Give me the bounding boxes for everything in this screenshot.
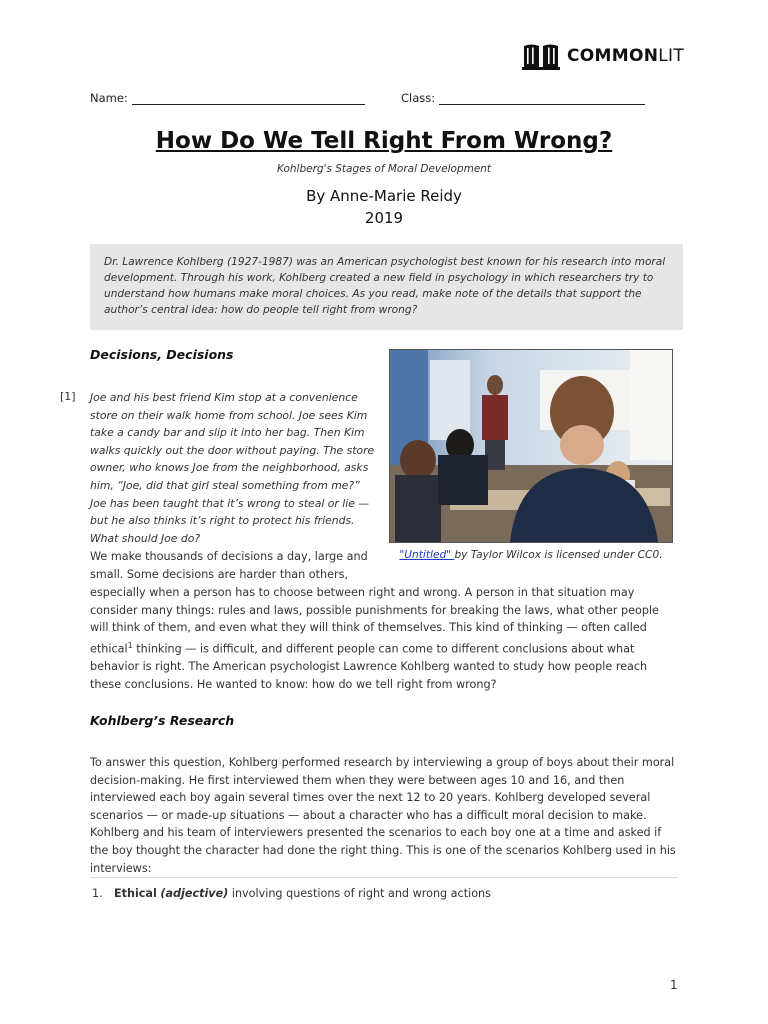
scenario-paragraph: Joe and his best friend Kim stop at a convenience store on their walk home from school. Joe sees Kim take a candy bar and slip it into her bag. Then Kim walks quickly out the door without paying. The store owner, who knows Joe from the neighborhood, asks him, “Joe, did that girl steal something from me?” Joe has been taught that it’s wrong to steal or lie — but he also thinks it’s right to protect his friends. What should Joe do? <box>90 391 375 545</box>
section-heading-decisions: Decisions, Decisions <box>90 347 234 362</box>
author-line: By Anne-Marie Reidy <box>306 187 462 205</box>
name-label: Name: <box>90 91 128 105</box>
footnote-marker[interactable]: 1 <box>127 640 133 650</box>
name-line[interactable] <box>132 92 365 105</box>
section-heading-research: Kohlberg’s Research <box>90 713 235 728</box>
body-paragraph-1b: especially when a person has to choose between right and wrong. A person in that situation may consider many things: rules and laws, possible punishments for breaking the laws, what other people will think of them, and even what they will think of themselves. This kind of thinking — often called ethical$^1$ thinking — is difficult, and different people can come to different conclusions about what behavior is right. The American psychologist Lawrence Kohlberg wanted to study how people reach these conclusions. He wanted to know: how do we tell right from wrong? <box>90 586 659 691</box>
classroom-photo <box>389 349 673 543</box>
page-number: 1 <box>670 978 678 992</box>
footnote: 1. Ethical (adjective) involving questions of right and wrong actions <box>92 887 491 900</box>
name-field[interactable] <box>90 91 365 105</box>
class-line[interactable] <box>439 92 645 105</box>
photo-source-link[interactable]: "Untitled" <box>399 549 455 561</box>
intro-box: Dr. Lawrence Kohlberg (1927-1987) was an American psychologist best known for his research into moral development. Through his work, Kohlberg created a new field in psychology in which researchers try to understand how humans make moral choices. As you read, make note of the details that support the author’s central idea: how do people tell right from wrong? <box>90 244 683 330</box>
open-book-icon <box>522 42 560 70</box>
footnote-divider <box>90 877 678 878</box>
brand-wordmark: COMMONLIT <box>567 46 685 66</box>
body-paragraph-1a: We make thousands of decisions a day, large and small. Some decisions are harder than others, <box>90 550 368 581</box>
commonlit-logo <box>522 41 684 71</box>
publication-year: 2019 <box>364 209 404 227</box>
page-subtitle: Kohlberg's Stages of Moral Development <box>276 163 492 175</box>
page-title: How Do We Tell Right From Wrong? <box>155 128 613 154</box>
photo-caption: "Untitled" by Taylor Wilcox is licensed under CC0. <box>399 549 663 561</box>
body-paragraph-2: To answer this question, Kohlberg performed research by interviewing a group of boys about their moral decision-making. He first interviewed them when they were between ages 10 and 16, and then interviewed each boy again several times over the next 12 to 20 years. Kohlberg developed several scenarios — or made-up situations — about a character who has a difficult moral decision to make. Kohlberg and his team of interviewers presented the scenarios to each boy one at a time and asked if the boy thought the character had done the right thing. This is one of the scenarios Kohlberg used in his interviews: <box>90 756 676 875</box>
class-field[interactable] <box>401 91 645 105</box>
class-label: Class: <box>401 91 436 105</box>
paragraph-number: [1] <box>60 390 76 403</box>
